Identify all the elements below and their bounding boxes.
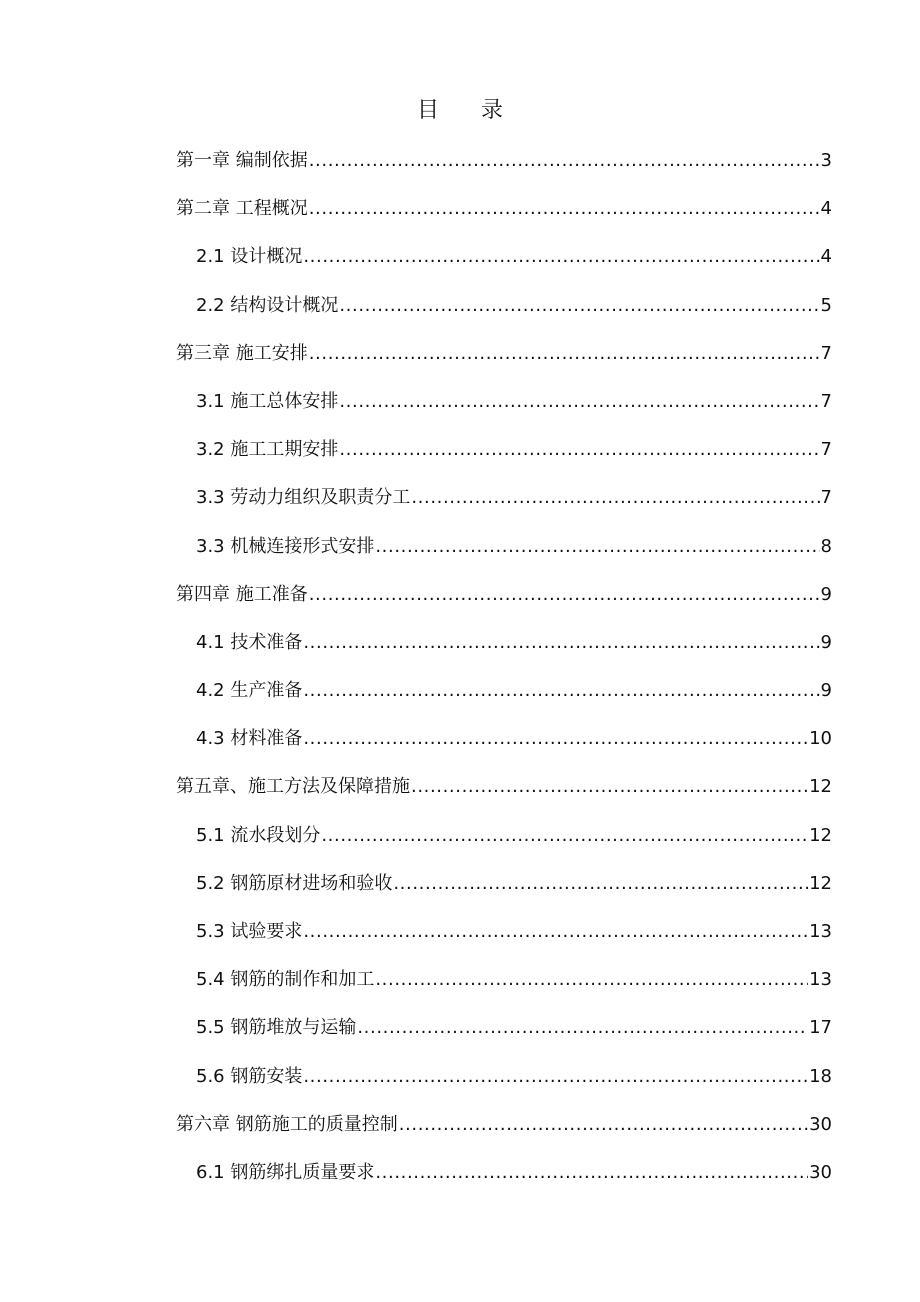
toc-entry-label: 3.1 施工总体安排 [196,390,339,412]
dot-leader [393,864,808,904]
toc-entry-label: 第三章 施工安排 [176,342,308,364]
toc-entry[interactable] [176,286,832,334]
toc-entry-page-number: 3 [820,150,832,171]
dot-leader [339,430,819,470]
toc-entry-page-number: 7 [820,439,832,461]
toc-entry-page-number: 9 [820,583,832,605]
toc-entry[interactable] [176,1008,832,1056]
toc-entry-label: 第六章 钢筋施工的质量控制 [176,1113,398,1135]
toc-entry-page-number: 13 [809,969,832,991]
toc-entry-label: 第一章 编制依据 [176,150,308,171]
toc-entry-label: 5.6 钢筋安装 [196,1065,303,1087]
toc-entry-label: 4.3 材料准备 [196,728,303,750]
dot-leader [303,671,819,711]
toc-entry-page-number: 30 [809,1113,832,1135]
dot-leader [309,141,820,181]
toc-entry-label: 5.5 钢筋堆放与运输 [196,1017,357,1039]
toc-entry[interactable] [176,671,832,719]
toc-entry-label: 2.2 结构设计概况 [196,294,339,316]
dot-leader [375,960,808,1000]
dot-leader [321,816,808,856]
toc-entry[interactable] [176,623,832,671]
toc-entry-label: 3.3 劳动力组织及职责分工 [196,487,411,509]
dot-leader [309,334,820,374]
toc-entry-page-number: 17 [809,1017,832,1039]
toc-entry-label: 5.2 钢筋原材进场和验收 [196,872,393,894]
dot-leader [303,623,819,663]
toc-entry-label: 5.1 流水段划分 [196,824,321,846]
toc-entry-page-number: 7 [820,390,832,412]
dot-leader [411,767,808,807]
dot-leader [303,912,808,952]
toc-entry-label: 4.2 生产准备 [196,680,303,702]
toc-entry-page-number: 7 [820,487,832,509]
toc-entry-page-number: 12 [809,824,832,846]
dot-leader [309,575,820,615]
toc-entry[interactable] [176,189,832,237]
toc-entry-page-number: 4 [820,198,832,220]
toc-entry[interactable] [176,1153,832,1201]
toc-entry[interactable] [176,960,832,1008]
toc-entry[interactable] [176,1057,832,1105]
toc-entry[interactable] [176,382,832,430]
toc-entry-label: 3.3 机械连接形式安排 [196,535,375,557]
toc-entry-label: 第四章 施工准备 [176,583,308,605]
toc-entry-page-number: 13 [809,921,832,942]
toc-entry[interactable] [176,912,832,960]
toc-entry-page-number: 5 [820,294,832,316]
toc-entry-label: 6.1 钢筋绑扎质量要求 [196,1161,375,1183]
toc-entry-label: 5.3 试验要求 [196,921,303,942]
dot-leader [375,527,819,567]
toc-entry[interactable] [176,237,832,285]
dot-leader [399,1105,808,1145]
toc-entry-page-number: 12 [809,776,832,798]
toc-entry-page-number: 9 [820,680,832,702]
dot-leader [411,478,819,518]
dot-leader [309,189,820,229]
toc-entry[interactable] [176,430,832,478]
toc-entry-label: 第五章、施工方法及保障措施 [176,776,410,798]
toc-entry[interactable] [176,1105,832,1153]
toc-entry-page-number: 7 [820,342,832,364]
toc-entry-label: 3.2 施工工期安排 [196,439,339,461]
toc-entry[interactable] [176,527,832,575]
toc-title: 目 录 [417,98,503,123]
toc-entry[interactable] [176,864,832,912]
dot-leader [339,286,819,326]
toc-entry-page-number: 18 [809,1065,832,1087]
dot-leader [339,382,819,422]
dot-leader [303,719,808,759]
toc-entry-page-number: 30 [809,1161,832,1183]
toc-entry[interactable] [176,816,832,864]
toc-entry-label: 第二章 工程概况 [176,198,308,220]
toc-entry[interactable] [176,478,832,526]
toc-entry[interactable] [176,575,832,623]
toc-entry-page-number: 4 [820,246,832,268]
toc-entry-page-number: 10 [809,728,832,750]
dot-leader [303,1057,808,1097]
dot-leader [375,1153,808,1193]
toc-entry-label: 2.1 设计概况 [196,246,303,268]
toc-entry[interactable] [176,141,832,189]
dot-leader [303,237,819,277]
toc-entry[interactable] [176,719,832,767]
toc-entry-label: 4.1 技术准备 [196,631,303,653]
toc-entry[interactable] [176,767,832,815]
toc-entry[interactable] [176,334,832,382]
toc-entry-page-number: 9 [820,631,832,653]
toc-entry-page-number: 12 [809,872,832,894]
dot-leader [357,1008,808,1048]
table-of-contents [176,141,832,1201]
toc-entry-label: 5.4 钢筋的制作和加工 [196,969,375,991]
toc-entry-page-number: 8 [820,535,832,557]
